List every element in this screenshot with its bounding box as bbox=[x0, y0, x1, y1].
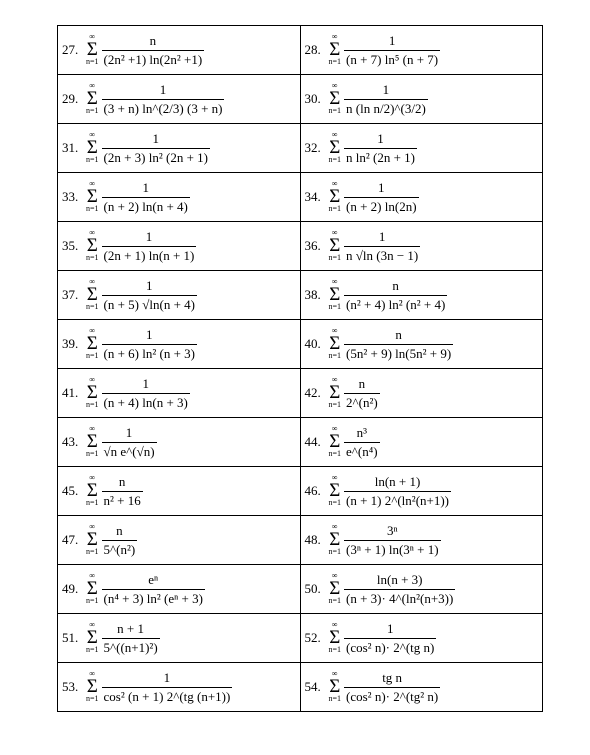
problem-cell bbox=[300, 124, 543, 173]
sum-upper-limit: ∞ bbox=[89, 130, 96, 139]
series-term-fraction bbox=[102, 180, 190, 215]
sum-upper-limit: ∞ bbox=[331, 669, 338, 678]
problem-number: 34. bbox=[304, 189, 321, 204]
summation-sign bbox=[329, 670, 342, 704]
sum-upper-limit: ∞ bbox=[331, 277, 338, 286]
series-term-fraction bbox=[102, 229, 197, 264]
series-term-fraction bbox=[102, 33, 205, 68]
series-term-fraction bbox=[344, 621, 436, 656]
problem bbox=[305, 565, 543, 613]
numerator: n³ bbox=[356, 424, 367, 440]
problem-number: 39. bbox=[62, 336, 79, 351]
table-row bbox=[58, 467, 543, 516]
sigma-symbol: Σ bbox=[329, 39, 341, 60]
problem-cell bbox=[300, 320, 543, 369]
problem bbox=[305, 467, 543, 515]
problem bbox=[62, 173, 300, 221]
table-row bbox=[58, 271, 543, 320]
sigma-symbol: Σ bbox=[329, 235, 341, 256]
denominator: n ln² (2n + 1) bbox=[346, 149, 416, 165]
sigma-symbol: Σ bbox=[86, 627, 98, 648]
series-term-fraction bbox=[344, 376, 380, 411]
denominator: (n + 6) ln² (n + 3) bbox=[103, 345, 196, 361]
problem-number: 32. bbox=[304, 140, 321, 155]
problem-cell bbox=[300, 369, 543, 418]
problem bbox=[62, 124, 300, 172]
denominator: (n + 5) √ln(n + 4) bbox=[103, 296, 195, 312]
numerator: 1 bbox=[386, 620, 394, 636]
sigma-symbol: Σ bbox=[86, 578, 98, 599]
problem-cell bbox=[58, 124, 301, 173]
sum-upper-limit: ∞ bbox=[331, 620, 338, 629]
problem bbox=[62, 26, 300, 74]
sigma-symbol: Σ bbox=[86, 39, 98, 60]
sum-lower-limit: n=1 bbox=[86, 253, 99, 262]
summation-sign bbox=[329, 82, 342, 116]
sum-lower-limit: n=1 bbox=[328, 106, 342, 115]
series-term-fraction bbox=[102, 523, 138, 558]
numerator: ln(n + 3) bbox=[376, 571, 423, 587]
sum-upper-limit: ∞ bbox=[89, 228, 96, 237]
sum-upper-limit: ∞ bbox=[89, 424, 96, 433]
numerator: 3ⁿ bbox=[386, 522, 398, 538]
numerator: 1 bbox=[388, 32, 396, 48]
sum-upper-limit: ∞ bbox=[331, 130, 338, 139]
sigma-symbol: Σ bbox=[86, 284, 98, 305]
sum-lower-limit: n=1 bbox=[328, 547, 342, 556]
summation-sign bbox=[86, 278, 99, 312]
table-row bbox=[58, 369, 543, 418]
summation-sign bbox=[86, 572, 99, 606]
series-term-fraction bbox=[344, 425, 380, 460]
sum-upper-limit: ∞ bbox=[331, 81, 338, 90]
series-term-fraction bbox=[344, 180, 419, 215]
problem-cell bbox=[300, 614, 543, 663]
problem-cell bbox=[58, 565, 301, 614]
problem bbox=[305, 320, 543, 368]
problem-cell bbox=[300, 516, 543, 565]
sum-upper-limit: ∞ bbox=[89, 473, 96, 482]
series-term-fraction bbox=[102, 327, 198, 362]
series-term-fraction bbox=[344, 278, 447, 313]
series-term-fraction bbox=[102, 474, 143, 509]
series-term-fraction bbox=[102, 670, 233, 705]
sum-lower-limit: n=1 bbox=[86, 57, 99, 66]
problem bbox=[62, 271, 300, 319]
sum-lower-limit: n=1 bbox=[328, 302, 342, 311]
summation-sign bbox=[86, 621, 99, 655]
problem-cell bbox=[58, 467, 301, 516]
problem-number: 27. bbox=[62, 42, 79, 57]
numerator: 1 bbox=[377, 130, 384, 146]
denominator: (2n² +1) ln(2n² +1) bbox=[103, 51, 203, 67]
sigma-symbol: Σ bbox=[329, 137, 341, 158]
sum-upper-limit: ∞ bbox=[331, 179, 338, 188]
table-row bbox=[58, 320, 543, 369]
series-term-fraction bbox=[344, 229, 420, 264]
summation-sign bbox=[86, 82, 99, 116]
sum-upper-limit: ∞ bbox=[89, 179, 96, 188]
sigma-symbol: Σ bbox=[329, 529, 341, 550]
problem-number: 49. bbox=[62, 581, 79, 596]
table-row bbox=[58, 565, 543, 614]
sigma-symbol: Σ bbox=[329, 578, 341, 599]
series-table bbox=[57, 25, 543, 712]
problem bbox=[62, 75, 300, 123]
numerator: 1 bbox=[145, 228, 153, 244]
sum-lower-limit: n=1 bbox=[86, 204, 99, 213]
problem bbox=[62, 418, 300, 466]
numerator: 1 bbox=[159, 81, 167, 97]
sum-lower-limit: n=1 bbox=[86, 351, 99, 360]
numerator: n bbox=[395, 326, 402, 342]
sum-upper-limit: ∞ bbox=[89, 32, 96, 41]
series-term-fraction bbox=[344, 670, 440, 705]
sum-upper-limit: ∞ bbox=[89, 326, 96, 335]
sum-upper-limit: ∞ bbox=[89, 375, 96, 384]
sum-lower-limit: n=1 bbox=[328, 253, 342, 262]
summation-sign bbox=[86, 327, 99, 361]
sigma-symbol: Σ bbox=[86, 676, 98, 697]
numerator: 1 bbox=[125, 424, 133, 440]
problem bbox=[62, 565, 300, 613]
sum-lower-limit: n=1 bbox=[328, 400, 342, 409]
table-row bbox=[58, 75, 543, 124]
sum-lower-limit: n=1 bbox=[86, 106, 99, 115]
problem-number: 46. bbox=[304, 483, 321, 498]
problem-number: 51. bbox=[62, 630, 79, 645]
problem-number: 35. bbox=[62, 238, 79, 253]
sigma-symbol: Σ bbox=[86, 186, 98, 207]
denominator: (3 + n) ln^(2/3) (3 + n) bbox=[103, 100, 223, 116]
problem-number: 36. bbox=[304, 238, 321, 253]
sum-upper-limit: ∞ bbox=[331, 228, 338, 237]
problem bbox=[62, 663, 300, 711]
numerator: n bbox=[392, 277, 399, 293]
series-term-fraction bbox=[102, 376, 190, 411]
problem-number: 29. bbox=[62, 91, 79, 106]
denominator: (cos² n)· 2^(tg² n) bbox=[346, 688, 439, 704]
denominator: (3ⁿ + 1) ln(3ⁿ + 1) bbox=[346, 541, 439, 557]
table-row bbox=[58, 173, 543, 222]
sum-lower-limit: n=1 bbox=[328, 498, 342, 507]
sigma-symbol: Σ bbox=[329, 333, 341, 354]
problem-cell bbox=[300, 75, 543, 124]
problem-cell bbox=[58, 271, 301, 320]
problem-cell bbox=[300, 467, 543, 516]
series-term-fraction bbox=[344, 572, 455, 607]
denominator: (n + 1) 2^(ln²(n+1)) bbox=[346, 492, 450, 508]
sigma-symbol: Σ bbox=[329, 627, 341, 648]
problem-number: 30. bbox=[304, 91, 321, 106]
denominator: (n + 2) ln(2n) bbox=[346, 198, 417, 214]
problem-cell bbox=[300, 418, 543, 467]
problem bbox=[62, 614, 300, 662]
sum-upper-limit: ∞ bbox=[331, 375, 338, 384]
sigma-symbol: Σ bbox=[329, 186, 341, 207]
sum-upper-limit: ∞ bbox=[89, 81, 96, 90]
sum-upper-limit: ∞ bbox=[331, 522, 338, 531]
problem bbox=[305, 663, 543, 711]
table-row bbox=[58, 222, 543, 271]
table-row bbox=[58, 516, 543, 565]
problem bbox=[305, 418, 543, 466]
series-term-fraction bbox=[102, 278, 197, 313]
problem bbox=[62, 320, 300, 368]
sum-lower-limit: n=1 bbox=[328, 694, 342, 703]
denominator: √n e^(√n) bbox=[103, 443, 155, 459]
summation-sign bbox=[329, 376, 342, 410]
series-term-fraction bbox=[102, 425, 157, 460]
numerator: 1 bbox=[378, 228, 386, 244]
problem bbox=[305, 124, 543, 172]
problem bbox=[305, 173, 543, 221]
series-term-fraction bbox=[344, 33, 440, 68]
sum-lower-limit: n=1 bbox=[86, 596, 99, 605]
sigma-symbol: Σ bbox=[86, 333, 98, 354]
problem bbox=[305, 614, 543, 662]
numerator: 1 bbox=[146, 326, 153, 342]
series-term-fraction bbox=[344, 474, 451, 509]
series-term-fraction bbox=[102, 621, 160, 656]
problem bbox=[305, 222, 543, 270]
sigma-symbol: Σ bbox=[86, 431, 98, 452]
sum-upper-limit: ∞ bbox=[331, 473, 338, 482]
summation-sign bbox=[329, 33, 342, 67]
problem-number: 42. bbox=[304, 385, 321, 400]
sigma-symbol: Σ bbox=[86, 235, 98, 256]
sum-lower-limit: n=1 bbox=[328, 596, 342, 605]
problem-number: 48. bbox=[304, 532, 321, 547]
problem-cell bbox=[300, 663, 543, 712]
numerator: tg n bbox=[382, 669, 403, 685]
problem bbox=[305, 271, 543, 319]
sum-upper-limit: ∞ bbox=[331, 424, 338, 433]
problem-number: 43. bbox=[62, 434, 79, 449]
sum-lower-limit: n=1 bbox=[328, 155, 342, 164]
problem-number: 45. bbox=[62, 483, 79, 498]
sum-upper-limit: ∞ bbox=[89, 571, 96, 580]
denominator: 5^(n²) bbox=[103, 541, 136, 557]
denominator: (5n² + 9) ln(5n² + 9) bbox=[346, 345, 452, 361]
sum-lower-limit: n=1 bbox=[328, 57, 342, 66]
series-term-fraction bbox=[102, 82, 225, 117]
problem-number: 40. bbox=[304, 336, 321, 351]
summation-sign bbox=[329, 523, 342, 557]
sigma-symbol: Σ bbox=[86, 529, 98, 550]
problem-number: 28. bbox=[304, 42, 321, 57]
sum-lower-limit: n=1 bbox=[86, 155, 99, 164]
summation-sign bbox=[86, 425, 99, 459]
sum-upper-limit: ∞ bbox=[89, 669, 96, 678]
problem-cell bbox=[300, 173, 543, 222]
table-row bbox=[58, 663, 543, 712]
numerator: 1 bbox=[378, 179, 385, 195]
series-term-fraction bbox=[344, 327, 453, 362]
numerator: 1 bbox=[146, 277, 153, 293]
problem bbox=[305, 75, 543, 123]
sum-lower-limit: n=1 bbox=[86, 302, 99, 311]
problem bbox=[305, 369, 543, 417]
table-row bbox=[58, 124, 543, 173]
summation-sign bbox=[86, 376, 99, 410]
problem bbox=[62, 222, 300, 270]
sum-lower-limit: n=1 bbox=[86, 547, 99, 556]
problem bbox=[305, 516, 543, 564]
problem-number: 44. bbox=[304, 434, 321, 449]
problem bbox=[62, 369, 300, 417]
sigma-symbol: Σ bbox=[86, 480, 98, 501]
problem-number: 31. bbox=[62, 140, 79, 155]
problem-number: 54. bbox=[304, 679, 321, 694]
sum-upper-limit: ∞ bbox=[89, 620, 96, 629]
sum-lower-limit: n=1 bbox=[328, 449, 342, 458]
problem-cell bbox=[58, 516, 301, 565]
summation-sign bbox=[329, 425, 342, 459]
numerator: n bbox=[358, 375, 366, 391]
series-term-fraction bbox=[102, 572, 205, 607]
denominator: (n² + 4) ln² (n² + 4) bbox=[346, 296, 446, 312]
problem bbox=[305, 26, 543, 74]
series-term-fraction bbox=[344, 523, 441, 558]
series-term-fraction bbox=[344, 131, 417, 166]
denominator: 5^((n+1)²) bbox=[103, 639, 158, 655]
denominator: n √ln (3n − 1) bbox=[346, 247, 419, 263]
summation-sign bbox=[329, 180, 342, 214]
problem bbox=[62, 467, 300, 515]
numerator: ln(n + 1) bbox=[374, 473, 421, 489]
sigma-symbol: Σ bbox=[329, 88, 341, 109]
numerator: eⁿ bbox=[148, 571, 159, 587]
denominator: cos² (n + 1) 2^(tg (n+1)) bbox=[103, 688, 231, 704]
summation-sign bbox=[86, 33, 99, 67]
denominator: (n⁴ + 3) ln² (eⁿ + 3) bbox=[103, 590, 203, 606]
denominator: (n + 4) ln(n + 3) bbox=[103, 394, 188, 410]
sum-lower-limit: n=1 bbox=[328, 351, 342, 360]
problem-cell bbox=[58, 173, 301, 222]
problem-number: 37. bbox=[62, 287, 79, 302]
sigma-symbol: Σ bbox=[329, 480, 341, 501]
numerator: n bbox=[116, 522, 123, 538]
problem-number: 47. bbox=[62, 532, 79, 547]
table-row bbox=[58, 614, 543, 663]
sigma-symbol: Σ bbox=[86, 88, 98, 109]
sum-upper-limit: ∞ bbox=[331, 571, 338, 580]
denominator: e^(n⁴) bbox=[346, 443, 378, 459]
problem-cell bbox=[300, 222, 543, 271]
numerator: 1 bbox=[163, 669, 171, 685]
summation-sign bbox=[329, 572, 342, 606]
problem-sheet bbox=[57, 25, 543, 745]
problem-cell bbox=[58, 75, 301, 124]
denominator: (n + 7) ln⁵ (n + 7) bbox=[346, 51, 439, 67]
series-term-fraction bbox=[344, 82, 428, 117]
numerator: n + 1 bbox=[117, 620, 145, 636]
problem-cell bbox=[300, 565, 543, 614]
sum-upper-limit: ∞ bbox=[89, 522, 96, 531]
problem-cell bbox=[58, 663, 301, 712]
numerator: n bbox=[149, 32, 157, 48]
denominator: (cos² n)· 2^(tg n) bbox=[346, 639, 435, 655]
sum-upper-limit: ∞ bbox=[331, 32, 338, 41]
problem bbox=[62, 516, 300, 564]
problem-cell bbox=[300, 271, 543, 320]
problem-cell bbox=[58, 26, 301, 75]
series-term-fraction bbox=[102, 131, 211, 166]
numerator: 1 bbox=[142, 375, 149, 391]
denominator: (2n + 1) ln(n + 1) bbox=[103, 247, 195, 263]
sigma-symbol: Σ bbox=[329, 284, 341, 305]
summation-sign bbox=[329, 131, 342, 165]
sigma-symbol: Σ bbox=[86, 137, 98, 158]
problem-number: 33. bbox=[62, 189, 79, 204]
problem-cell bbox=[58, 222, 301, 271]
denominator: (2n + 3) ln² (2n + 1) bbox=[103, 149, 209, 165]
sum-lower-limit: n=1 bbox=[86, 498, 99, 507]
sigma-symbol: Σ bbox=[329, 382, 341, 403]
problem-number: 53. bbox=[62, 679, 79, 694]
denominator: (n + 3)· 4^(ln²(n+3)) bbox=[346, 590, 454, 606]
denominator: n (ln n/2)^(3/2) bbox=[346, 100, 426, 116]
sum-upper-limit: ∞ bbox=[331, 326, 338, 335]
problem-number: 41. bbox=[62, 385, 79, 400]
denominator: n² + 16 bbox=[103, 492, 141, 508]
summation-sign bbox=[86, 670, 99, 704]
summation-sign bbox=[86, 229, 99, 263]
summation-sign bbox=[329, 327, 342, 361]
numerator: n bbox=[118, 473, 126, 489]
summation-sign bbox=[329, 278, 342, 312]
summation-sign bbox=[86, 474, 99, 508]
sigma-symbol: Σ bbox=[86, 382, 98, 403]
problem-cell bbox=[58, 418, 301, 467]
problem-cell bbox=[58, 369, 301, 418]
sum-lower-limit: n=1 bbox=[86, 694, 99, 703]
problem-number: 50. bbox=[304, 581, 321, 596]
sigma-symbol: Σ bbox=[329, 676, 341, 697]
problem-cell bbox=[58, 320, 301, 369]
numerator: 1 bbox=[142, 179, 149, 195]
problem-number: 52. bbox=[304, 630, 321, 645]
numerator: 1 bbox=[382, 81, 390, 97]
problem-number: 38. bbox=[304, 287, 321, 302]
summation-sign bbox=[329, 474, 342, 508]
summation-sign bbox=[86, 131, 99, 165]
table-row bbox=[58, 26, 543, 75]
problem-cell bbox=[300, 26, 543, 75]
table-row bbox=[58, 418, 543, 467]
sum-lower-limit: n=1 bbox=[86, 645, 99, 654]
sum-upper-limit: ∞ bbox=[89, 277, 96, 286]
sum-lower-limit: n=1 bbox=[328, 204, 342, 213]
numerator: 1 bbox=[152, 130, 160, 146]
sigma-symbol: Σ bbox=[329, 431, 341, 452]
summation-sign bbox=[329, 621, 342, 655]
denominator: (n + 2) ln(n + 4) bbox=[103, 198, 188, 214]
summation-sign bbox=[329, 229, 342, 263]
sum-lower-limit: n=1 bbox=[86, 400, 99, 409]
summation-sign bbox=[86, 523, 99, 557]
summation-sign bbox=[86, 180, 99, 214]
sum-lower-limit: n=1 bbox=[86, 449, 99, 458]
sum-lower-limit: n=1 bbox=[328, 645, 342, 654]
problem-cell bbox=[58, 614, 301, 663]
denominator: 2^(n²) bbox=[346, 394, 378, 410]
